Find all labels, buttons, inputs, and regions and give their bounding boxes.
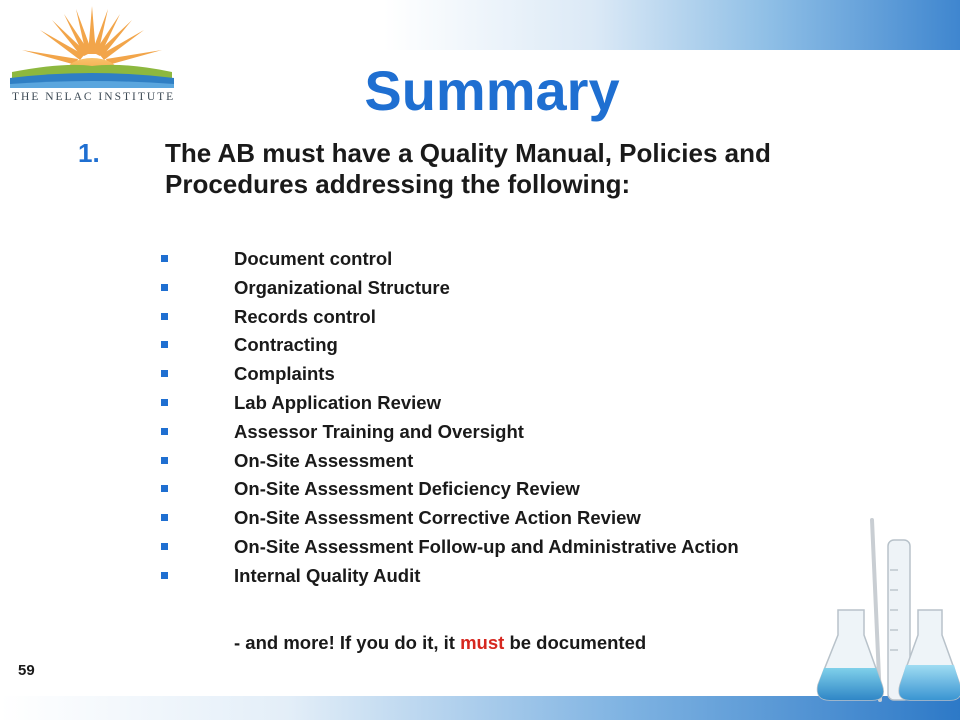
closing-statement	[234, 632, 646, 654]
logo-text: THE NELAC INSTITUTE	[12, 91, 176, 103]
slide-title: Summary	[364, 59, 620, 122]
square-bullet-icon	[161, 341, 168, 348]
page-number: 59	[18, 662, 35, 679]
square-bullet-icon	[161, 543, 168, 550]
square-bullet-icon	[161, 428, 168, 435]
square-bullet-icon	[161, 514, 168, 521]
closing-emphasis: must	[460, 632, 505, 653]
square-bullet-icon	[161, 399, 168, 406]
list-item-text: On-Site Assessment Deficiency Review	[234, 478, 580, 500]
laboratory-flasks-icon	[810, 500, 960, 710]
list-item-text: Lab Application Review	[234, 391, 441, 413]
square-bullet-icon	[161, 485, 168, 492]
list-item-text: Internal Quality Audit	[234, 564, 421, 586]
square-bullet-icon	[161, 313, 168, 320]
point-text: The AB must have a Quality Manual, Policies and Procedures addressing the following:	[165, 138, 771, 199]
square-bullet-icon	[161, 370, 168, 377]
list-item-text: Document control	[234, 248, 393, 269]
list-item-text: On-Site Assessment	[234, 449, 414, 471]
square-bullet-icon	[161, 457, 168, 464]
list-item-text: Complaints	[234, 363, 335, 385]
closing-text-after: be documented	[504, 632, 647, 653]
list-item-text: Contracting	[234, 334, 338, 356]
square-bullet-icon	[161, 284, 168, 291]
list-item-text: Records control	[234, 305, 376, 327]
square-bullet-icon	[161, 255, 168, 262]
closing-text-before: - and more! If you do it, it	[234, 632, 461, 653]
list-item-text: Organizational Structure	[234, 276, 450, 298]
point-number: 1.	[78, 138, 100, 168]
list-item-text: Assessor Training and Oversight	[234, 420, 524, 442]
list-item-text: On-Site Assessment Corrective Action Review	[234, 507, 641, 529]
list-item-text: On-Site Assessment Follow-up and Administrative Action	[234, 535, 739, 557]
square-bullet-icon	[161, 572, 168, 579]
